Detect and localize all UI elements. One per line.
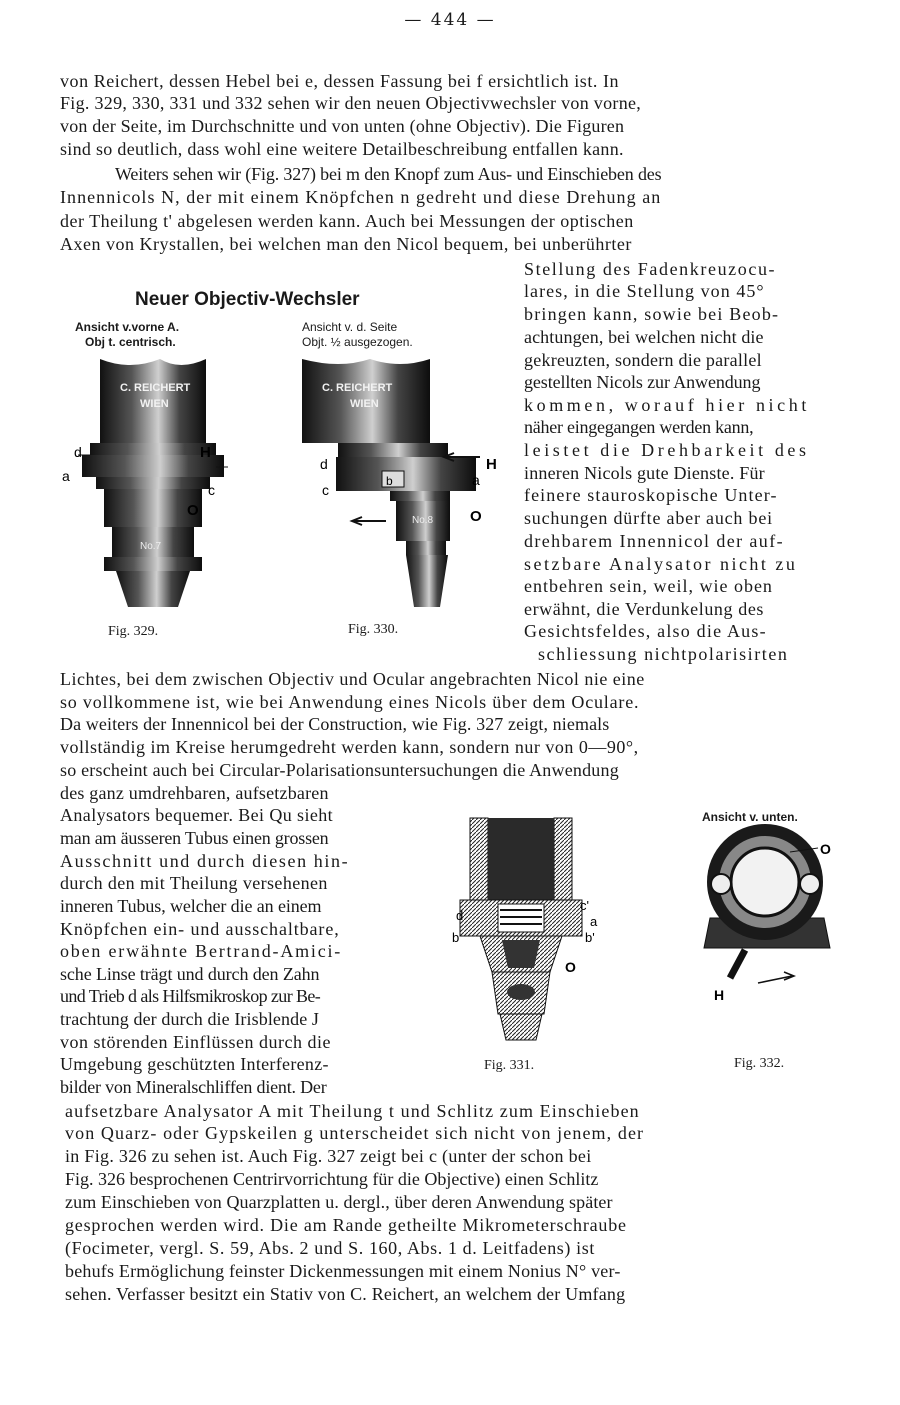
view-front-label: Ansicht v.vorne A. bbox=[75, 320, 180, 334]
text-line: sche Linse trägt und durch den Zahn bbox=[60, 964, 320, 984]
section-drawing bbox=[440, 800, 860, 1050]
text-line: (Focimeter, vergl. S. 59, Abs. 2 und S. 160, Abs. 1 d. Leitfadens) ist bbox=[65, 1238, 595, 1258]
brand-text: C. REICHERT bbox=[120, 382, 191, 394]
page-number: — 444 — bbox=[404, 10, 496, 30]
figure-caption-332: Fig. 332. bbox=[734, 1056, 785, 1071]
figure-sections bbox=[440, 800, 860, 1080]
brand-text: WIEN bbox=[140, 398, 169, 410]
view-bottom-label: Ansicht v. unten. bbox=[702, 810, 798, 824]
text-line: Weiters sehen wir (Fig. 327) bei m den Knopf zum Aus- und Einschieben des bbox=[115, 164, 662, 184]
label-o: O bbox=[565, 959, 576, 975]
view-front-sublabel: Obj t. centrisch. bbox=[85, 335, 176, 349]
text-line: Ausschnitt und durch diesen hin- bbox=[60, 851, 350, 871]
text-line: sind so deutlich, dass wohl eine weitere Detailbeschreibung entfallen kann. bbox=[60, 139, 624, 159]
fig332-drawing bbox=[704, 824, 830, 983]
label-h: H bbox=[714, 987, 725, 1003]
text-line: des ganz umdrehbaren, aufsetzbaren bbox=[60, 783, 329, 803]
text-line: inneren Nicols gute Dienste. Für bbox=[524, 463, 765, 483]
text-line: bilder von Mineralschliffen dient. Der bbox=[60, 1077, 327, 1097]
text-line: Fig. 326 besprochenen Centrirvorrichtung für die Objective) einen Schlitz bbox=[65, 1169, 599, 1189]
text-line: Innennicols N, der mit einem Knöpfchen n gedreht und diese Drehung an bbox=[60, 187, 662, 207]
text-line: von Quarz- oder Gypskeilen g unterscheidet sich nicht von jenem, der bbox=[65, 1123, 645, 1143]
text-line: Gesichtsfeldes, also die Aus- bbox=[524, 621, 767, 641]
text-line: lares, in die Stellung von 45° bbox=[524, 281, 765, 301]
brand-text: WIEN bbox=[350, 398, 379, 410]
text-line: sehen. Verfasser besitzt ein Stativ von C. Reichert, an welchem der Umfang bbox=[65, 1284, 626, 1304]
text-line: durch den mit Theilung versehenen bbox=[60, 873, 328, 893]
text-line: so erscheint auch bei Circular-Polarisationsuntersuchungen die Anwendung bbox=[60, 760, 619, 780]
text-line: erwähnt, die Verdunkelung des bbox=[524, 599, 765, 619]
view-side-label: Ansicht v. d. Seite bbox=[302, 320, 398, 334]
text-line: achtungen, bei welchen nicht die bbox=[524, 327, 764, 347]
text-line: drehbarem Innennicol der auf- bbox=[524, 531, 784, 551]
label-b: b bbox=[452, 930, 460, 945]
text-line: näher eingegangen werden kann, bbox=[524, 417, 754, 437]
label-d: d bbox=[74, 444, 82, 460]
brand-text: C. REICHERT bbox=[322, 382, 393, 394]
text-line: suchungen dürfte aber auch bei bbox=[524, 508, 773, 528]
label-o: O bbox=[470, 508, 482, 525]
text-line: gesprochen werden wird. Die am Rande getheilte Mikrometerschraube bbox=[65, 1215, 627, 1235]
label-d: d bbox=[456, 908, 464, 923]
figure-caption-329: Fig. 329. bbox=[108, 624, 159, 639]
text-line: in Fig. 326 zu sehen ist. Auch Fig. 327 zeigt bei c (unter der schon bei bbox=[65, 1146, 592, 1166]
label-a: a bbox=[62, 468, 70, 484]
label-b-prime: b' bbox=[585, 930, 595, 945]
text-line: Stellung des Fadenkreuzocu- bbox=[524, 259, 777, 279]
label-o: O bbox=[820, 841, 831, 857]
text-line: so vollkommene ist, wie bei Anwendung eines Nicols über dem Oculare. bbox=[60, 692, 640, 712]
text-line: von der Seite, im Durchschnitte und von unten (ohne Objectiv). Die Figuren bbox=[60, 116, 625, 136]
text-line: entbehren sein, weil, wie oben bbox=[524, 576, 773, 596]
text-line: bringen kann, sowie bei Beob- bbox=[524, 304, 780, 324]
figure-caption-330: Fig. 330. bbox=[348, 622, 399, 637]
text-line: leistet die Drehbarkeit des bbox=[524, 440, 810, 460]
text-line: Lichtes, bei dem zwischen Objectiv und Ocular angebrachten Nicol nie eine bbox=[60, 669, 645, 689]
text-line: Umgebung geschützten Interferenz- bbox=[60, 1054, 329, 1074]
objective-number: No.7 bbox=[140, 541, 162, 552]
text-line: Knöpfchen ein- und ausschaltbare, bbox=[60, 919, 340, 939]
text-line: Da weiters der Innennicol bei der Construction, wie Fig. 327 zeigt, niemals bbox=[60, 714, 610, 734]
text-line: Axen von Krystallen, bei welchen man den Nicol bequem, bei unberührter bbox=[60, 234, 632, 254]
view-side-sublabel: Objt. ½ ausgezogen. bbox=[302, 335, 413, 349]
text-line: oben erwähnte Bertrand-Amici- bbox=[60, 941, 343, 961]
fig329-drawing bbox=[78, 359, 228, 607]
text-line: von störenden Einflüssen durch die bbox=[60, 1032, 331, 1052]
text-line: gekreuzten, sondern die parallel bbox=[524, 350, 762, 370]
text-line: schliessung nichtpolarisirten bbox=[538, 644, 789, 664]
text-line: und Trieb d als Hilfsmikroskop zur Be- bbox=[60, 986, 321, 1006]
label-a: a bbox=[590, 914, 598, 929]
text-line: setzbare Analysator nicht zu bbox=[524, 554, 798, 574]
label-o: O bbox=[187, 502, 199, 519]
objective-number: No.8 bbox=[412, 515, 434, 526]
figure-objective-changer bbox=[60, 285, 510, 655]
label-c: c bbox=[322, 482, 329, 498]
label-c-prime: c' bbox=[580, 898, 589, 913]
text-line: Fig. 329, 330, 331 und 332 sehen wir den neuen Objectivwechsler von vorne, bbox=[60, 93, 642, 113]
text-line: gestellten Nicols zur Anwendung bbox=[524, 372, 761, 392]
text-line: man am äusseren Tubus einen grossen bbox=[60, 828, 329, 848]
fig331-drawing bbox=[460, 818, 582, 1040]
text-line: von Reichert, dessen Hebel bei e, dessen Fassung bei f ersichtlich ist. In bbox=[60, 71, 620, 91]
label-h: H bbox=[486, 456, 497, 473]
text-line: behufs Ermöglichung feinster Dickenmessungen mit einem Nonius N° ver- bbox=[65, 1261, 621, 1281]
text-line: zum Einschieben von Quarzplatten u. dergl., über deren Anwendung später bbox=[65, 1192, 613, 1212]
label-b: b bbox=[386, 474, 393, 488]
text-line: feinere stauroskopische Unter- bbox=[524, 485, 778, 505]
text-line: vollständig im Kreise herumgedreht werden kann, sondern nur von 0—90°, bbox=[60, 737, 639, 757]
label-d: d bbox=[320, 456, 328, 472]
label-a: a bbox=[472, 472, 480, 488]
figure-title: Neuer Objectiv-Wechsler bbox=[135, 289, 360, 310]
text-line: Analysators bequemer. Bei Qu sieht bbox=[60, 805, 334, 825]
text-line: kommen, worauf hier nicht bbox=[524, 395, 810, 415]
text-line: der Theilung t' abgelesen werden kann. Auch bei Messungen der optischen bbox=[60, 211, 634, 231]
label-c: c bbox=[208, 482, 215, 498]
text-line: inneren Tubus, welcher die an einem bbox=[60, 896, 322, 916]
text-line: aufsetzbare Analysator A mit Theilung t und Schlitz zum Einschieben bbox=[65, 1101, 640, 1121]
label-h: H bbox=[200, 444, 211, 461]
figure-caption-331: Fig. 331. bbox=[484, 1058, 535, 1073]
text-line: trachtung der durch die Irisblende J bbox=[60, 1009, 320, 1029]
